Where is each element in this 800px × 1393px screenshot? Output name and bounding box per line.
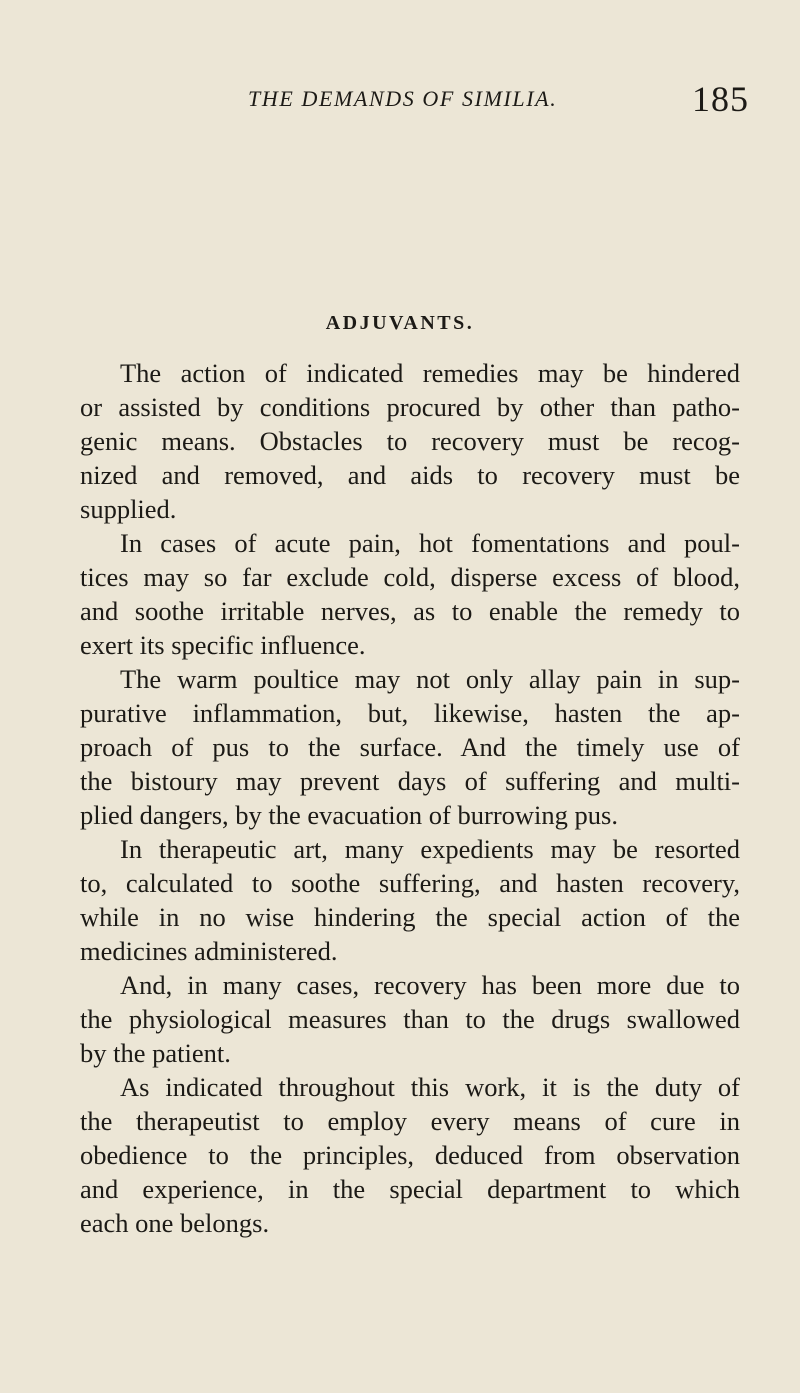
text-line: And, in many cases, recovery has been more due to	[120, 970, 740, 1000]
section-heading: ADJUVANTS.	[325, 312, 475, 334]
paragraph-2	[80, 526, 740, 662]
text-line: The warm poultice may not only allay pain in sup-	[120, 664, 740, 694]
paragraph-4	[80, 832, 740, 968]
text-line: while in no wise hindering the special action of the	[80, 902, 740, 932]
text-line: each one belongs.	[80, 1208, 270, 1238]
text-line: nized and removed, and aids to recovery must be	[80, 460, 740, 490]
text-line: obedience to the principles, deduced from observation	[80, 1140, 740, 1170]
text-line: tices may so far exclude cold, disperse excess of blood,	[80, 562, 740, 592]
running-title: THE DEMANDS OF SIMILIA.	[248, 86, 558, 111]
text-line: and soothe irritable nerves, as to enable the remedy to	[80, 596, 740, 626]
text-line: genic means. Obstacles to recovery must be recog-	[80, 426, 740, 456]
paragraph-1	[80, 356, 740, 526]
paragraph-3	[80, 662, 740, 832]
running-head	[0, 78, 800, 118]
page-number: 185	[692, 79, 749, 119]
text-line: The action of indicated remedies may be hindered	[120, 358, 740, 388]
text-line: plied dangers, by the evacuation of burrowing pus.	[80, 800, 618, 830]
text-line: the physiological measures than to the drugs swallowed	[80, 1004, 740, 1034]
text-line: proach of pus to the surface. And the timely use of	[80, 732, 740, 762]
text-line: In cases of acute pain, hot fomentations and poul-	[120, 528, 740, 558]
text-line: supplied.	[80, 494, 177, 524]
body-text	[80, 356, 740, 1240]
text-line: medicines administered.	[80, 936, 338, 966]
paragraph-6	[80, 1070, 740, 1240]
text-line: or assisted by conditions procured by other than patho-	[80, 392, 740, 422]
text-line: the bistoury may prevent days of suffering and multi-	[80, 766, 740, 796]
text-line: by the patient.	[80, 1038, 231, 1068]
text-line: the therapeutist to employ every means of cure in	[80, 1106, 740, 1136]
paragraph-5	[80, 968, 740, 1070]
text-line: to, calculated to soothe suffering, and hasten recovery,	[80, 868, 740, 898]
text-line: In therapeutic art, many expedients may be resorted	[120, 834, 740, 864]
text-line: As indicated throughout this work, it is the duty of	[120, 1072, 740, 1102]
text-line: and experience, in the special department to which	[80, 1174, 740, 1204]
text-line: exert its specific influence.	[80, 630, 366, 660]
text-line: purative inflammation, but, likewise, hasten the ap-	[80, 698, 740, 728]
